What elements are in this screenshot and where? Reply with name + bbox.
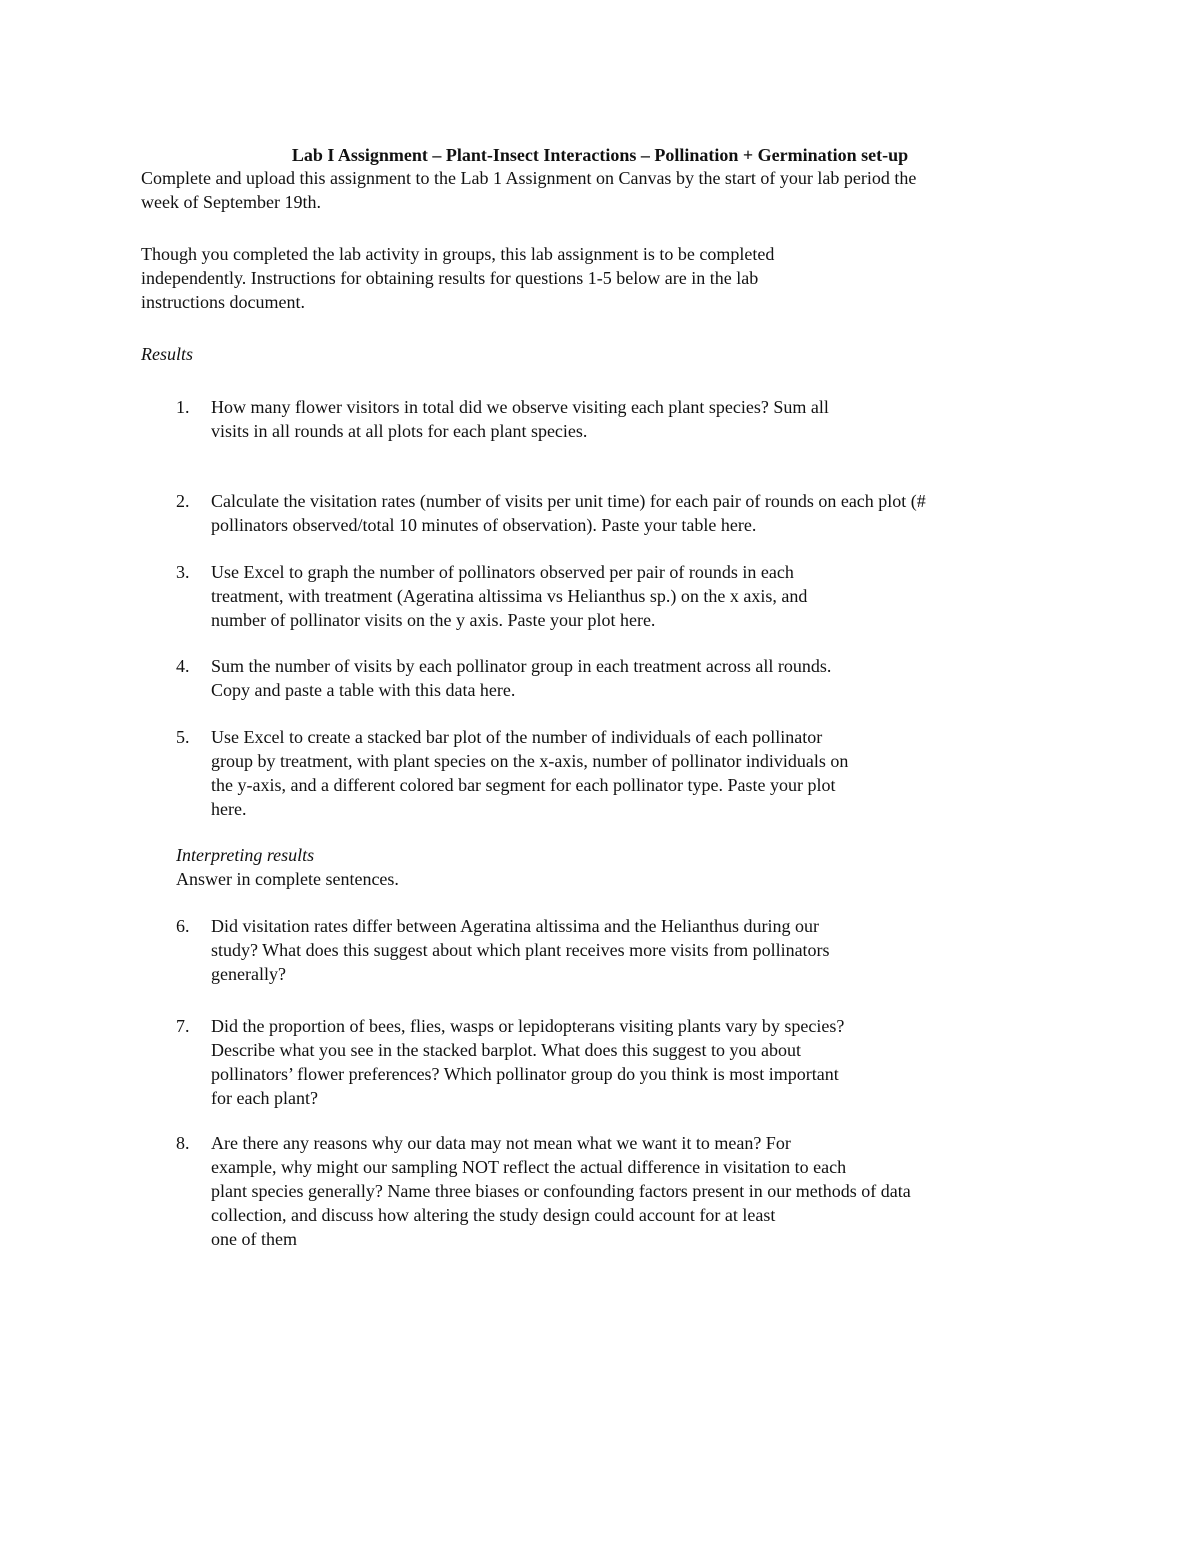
note-line-1: Though you completed the lab activity in groups, this lab assignment is to be completed [141,244,775,264]
question-5-line: the y-axis, and a different colored bar segment for each pollinator type. Paste your plot [211,775,836,795]
question-7-number: 7. [176,1016,190,1036]
page-title: Lab I Assignment – Plant-Insect Interactions – Pollination + Germination set-up [291,145,909,165]
question-3-text [211,560,807,632]
question-2-text [211,489,926,537]
question-5-text [211,725,848,821]
question-8-line: one of them [211,1229,297,1249]
question-7-line: Did the proportion of bees, flies, wasps or lepidopterans visiting plants vary by species? [211,1016,845,1036]
question-7-line: pollinators’ flower preferences? Which pollinator group do you think is most important [211,1064,839,1084]
question-6-text [211,914,830,986]
question-2-line: Calculate the visitation rates (number of visits per unit time) for each pair of rounds on each plot (# [211,491,926,511]
question-6-line: study? What does this suggest about which plant receives more visits from pollinators [211,940,830,960]
question-2-line: pollinators observed/total 10 minutes of observation). Paste your table here. [211,515,757,535]
note-line-2: independently. Instructions for obtaining results for questions 1-5 below are in the lab [141,268,759,288]
question-4-line: Sum the number of visits by each pollinator group in each treatment across all rounds. [211,656,832,676]
question-3-line: treatment, with treatment (Ageratina altissima vs Helianthus sp.) on the x axis, and [211,586,808,606]
intro-line-2: week of September 19th. [141,192,321,212]
question-1-text [211,395,829,443]
question-7-line: Describe what you see in the stacked barplot. What does this suggest to you about [211,1040,802,1060]
question-6-line: Did visitation rates differ between Ageratina altissima and the Helianthus during our [211,916,820,936]
question-1-line: How many flower visitors in total did we observe visiting each plant species? Sum all [211,397,829,417]
results-heading: Results [141,344,193,364]
question-7-text [211,1014,844,1110]
question-6-number: 6. [176,916,190,936]
question-8-text [211,1131,911,1251]
question-5-line: here. [211,799,247,819]
question-3-number: 3. [176,562,190,582]
question-1-line: visits in all rounds at all plots for each plant species. [211,421,588,441]
intro-line-1: Complete and upload this assignment to the Lab 1 Assignment on Canvas by the start of your lab period the [141,168,917,188]
question-4-line: Copy and paste a table with this data here. [211,680,516,700]
interpreting-heading: Interpreting results [176,845,315,865]
question-6-line: generally? [211,964,286,984]
question-3-line: number of pollinator visits on the y axis. Paste your plot here. [211,610,656,630]
question-8-line: Are there any reasons why our data may not mean what we want it to mean? For [211,1133,791,1153]
question-5-line: group by treatment, with plant species on the x-axis, number of pollinator individuals on [211,751,849,771]
question-5-line: Use Excel to create a stacked bar plot of the number of individuals of each pollinator [211,727,823,747]
question-5-number: 5. [176,727,190,747]
question-8-number: 8. [176,1133,190,1153]
interpreting-instruction: Answer in complete sentences. [176,869,399,889]
question-4-number: 4. [176,656,190,676]
question-1-number: 1. [176,397,190,417]
question-2-number: 2. [176,491,190,511]
question-8-line: collection, and discuss how altering the study design could account for at least [211,1205,776,1225]
note-line-3: instructions document. [141,292,305,312]
question-8-line: plant species generally? Name three biases or confounding factors present in our methods of data [211,1181,911,1201]
question-7-line: for each plant? [211,1088,318,1108]
question-3-line: Use Excel to graph the number of pollinators observed per pair of rounds in each [211,562,794,582]
question-8-line: example, why might our sampling NOT reflect the actual difference in visitation to each [211,1157,847,1177]
question-4-text [211,654,831,702]
